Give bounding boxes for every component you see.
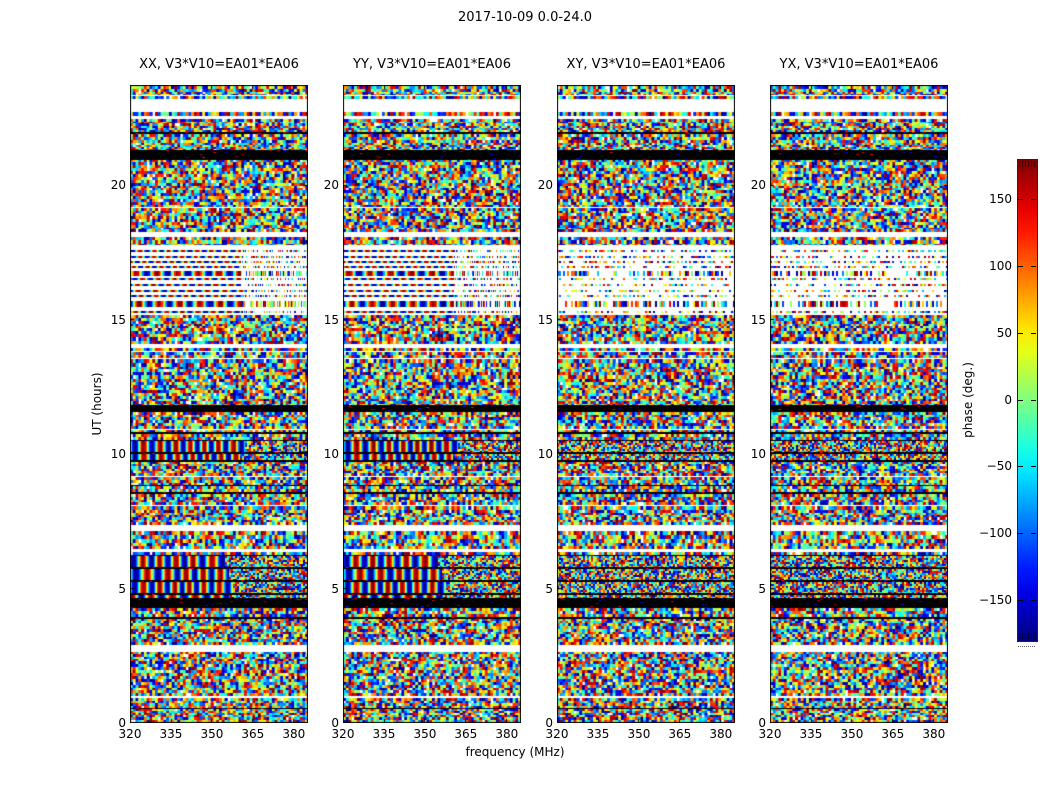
colorbar-tick-label: 100 xyxy=(989,258,1012,273)
colorbar-tick-mark xyxy=(1031,333,1036,334)
figure-title: 2017-10-09 0.0-24.0 xyxy=(458,10,592,25)
colorbar-underline-dots xyxy=(1018,646,1035,647)
x-tick-label: 335 xyxy=(159,727,183,741)
colorbar-segment-hatch xyxy=(1019,161,1035,167)
y-tick-label: 20 xyxy=(110,178,126,193)
y-tick-label: 5 xyxy=(545,581,553,596)
phase-waterfall-canvas-xx xyxy=(130,85,308,723)
x-tick-label: 350 xyxy=(840,727,864,741)
x-tick-label: 320 xyxy=(758,727,782,741)
y-axis-label: UT (hours) xyxy=(90,372,104,436)
x-tick-label: 350 xyxy=(627,727,651,741)
panel-title-xx: XX, V3*V10=EA01*EA06 xyxy=(139,57,299,72)
x-tick-label: 335 xyxy=(799,727,823,741)
x-tick-label: 350 xyxy=(413,727,437,741)
colorbar-tick-mark xyxy=(1031,600,1036,601)
x-tick-label: 365 xyxy=(668,727,692,741)
x-axis-label: frequency (MHz) xyxy=(465,745,565,759)
y-tick-label: 10 xyxy=(750,447,766,462)
x-tick-label: 320 xyxy=(331,727,355,741)
panel-title-xy: XY, V3*V10=EA01*EA06 xyxy=(566,57,726,72)
y-tick-label: 0 xyxy=(545,716,553,730)
x-tick-label: 350 xyxy=(200,727,224,741)
y-tick-label: 15 xyxy=(110,312,126,327)
y-tick-label: 20 xyxy=(537,178,553,193)
colorbar-segment-hatch xyxy=(1019,633,1035,639)
x-tick-label: 380 xyxy=(709,727,733,741)
colorbar-tick-mark xyxy=(1031,400,1036,401)
x-tick-label: 335 xyxy=(372,727,396,741)
y-tick-label: 10 xyxy=(323,447,339,462)
colorbar-tick-mark xyxy=(1018,266,1023,267)
panel-title-yy: YY, V3*V10=EA01*EA06 xyxy=(353,57,511,72)
y-tick-label: 0 xyxy=(758,716,766,730)
colorbar-tick-mark xyxy=(1031,266,1036,267)
panel-title-yx: YX, V3*V10=EA01*EA06 xyxy=(779,57,939,72)
x-tick-label: 365 xyxy=(881,727,905,741)
y-tick-label: 20 xyxy=(323,178,339,193)
y-tick-label: 20 xyxy=(750,178,766,193)
phase-waterfall-canvas-yy xyxy=(343,85,521,723)
x-tick-label: 380 xyxy=(922,727,946,741)
phase-waterfall-canvas-yx xyxy=(770,85,948,723)
colorbar-tick-mark xyxy=(1031,199,1036,200)
phase-waterfall-canvas-xy xyxy=(557,85,735,723)
y-tick-label: 10 xyxy=(537,447,553,462)
y-tick-label: 5 xyxy=(758,581,766,596)
y-tick-label: 15 xyxy=(323,312,339,327)
x-tick-label: 380 xyxy=(282,727,306,741)
x-tick-label: 320 xyxy=(545,727,569,741)
colorbar-tick-mark xyxy=(1031,533,1036,534)
y-tick-label: 5 xyxy=(118,581,126,596)
colorbar-tick-label: −100 xyxy=(979,526,1012,541)
colorbar-tick-mark xyxy=(1018,533,1023,534)
y-tick-label: 15 xyxy=(750,312,766,327)
y-tick-label: 0 xyxy=(331,716,339,730)
colorbar-tick-mark xyxy=(1018,199,1023,200)
x-tick-label: 365 xyxy=(454,727,478,741)
colorbar-tick-label: −150 xyxy=(979,592,1012,607)
colorbar-tick-mark xyxy=(1018,466,1023,467)
y-tick-label: 5 xyxy=(331,581,339,596)
colorbar-tick-label: 0 xyxy=(1004,392,1012,407)
colorbar-label: phase (deg.) xyxy=(961,362,975,438)
colorbar-tick-mark xyxy=(1018,333,1023,334)
x-tick-label: 335 xyxy=(586,727,610,741)
colorbar-tick-mark xyxy=(1031,466,1036,467)
y-tick-label: 10 xyxy=(110,447,126,462)
x-tick-label: 380 xyxy=(495,727,519,741)
colorbar-tick-label: −50 xyxy=(986,459,1012,474)
x-tick-label: 365 xyxy=(241,727,265,741)
colorbar-tick-label: 50 xyxy=(996,325,1012,340)
x-tick-label: 320 xyxy=(118,727,142,741)
y-tick-label: 15 xyxy=(537,312,553,327)
colorbar-tick-label: 150 xyxy=(989,192,1012,207)
colorbar-tick-mark xyxy=(1018,600,1023,601)
colorbar-tick-mark xyxy=(1018,400,1023,401)
y-tick-label: 0 xyxy=(118,716,126,730)
